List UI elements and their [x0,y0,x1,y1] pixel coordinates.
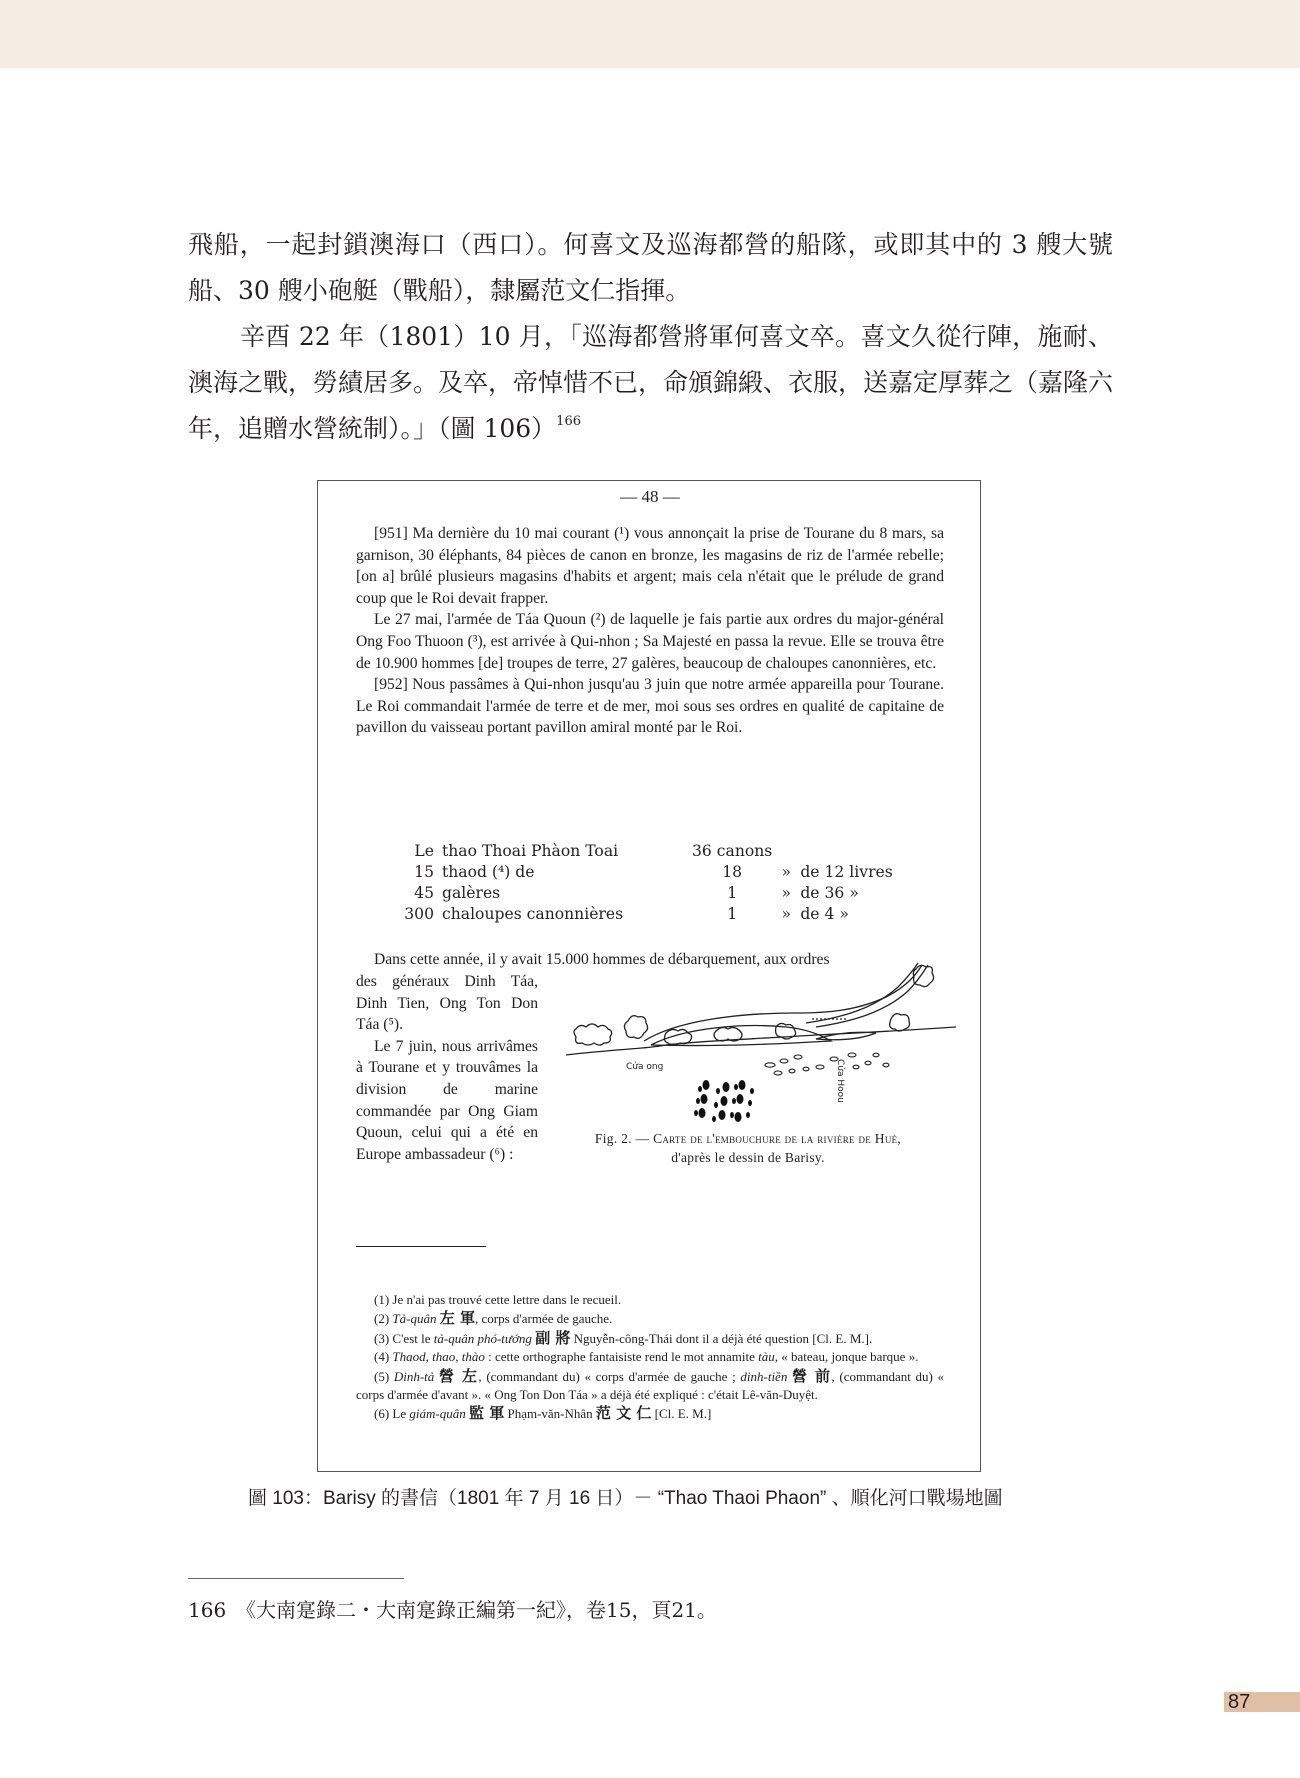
fleet-cell-ditto [772,841,800,862]
paragraph-dans: Dans cette année, il y avait 15.000 hommes de débarquement, aux ordres [374,951,830,968]
fleet-cell-caliber [800,841,900,862]
fleet-cell-guns: 1 [727,905,738,923]
paragraph-951: [951] Ma dernière du 10 mai courant (¹) vous annonçait la prise de Tourane du 8 mars, sa garnison, 30 éléphants, 84 pièces de canon en bronze, les magasins de riz de l'armée rebelle; [on a] brûlé plusieurs magasins d'habits et argent; mais cela n'était que le prélude de grand coup que le Roi devait frapper. [356,525,944,607]
cjk-characters: 監 軍 [468,1404,505,1423]
fleet-cell-qty: 15 [414,863,434,881]
footnote-divider [188,1578,404,1579]
footnote-text: dinh-tiền [740,1368,788,1384]
fleet-cell-name: galères [442,884,501,902]
footnote-text: Je n'ai pas trouvé cette lettre dans le recueil. [392,1292,622,1307]
cjk-characters: 左 軍 [439,1309,475,1328]
narrow-paragraph-1: des généraux Dinh Táa, Dinh Tien, Ong Ton Don Táa (⁵). [356,973,538,1034]
fleet-cell-caliber: de 36 » [800,884,859,902]
footnote-mark: (5) [374,1368,394,1384]
footnote-text: , (commandant du) « corps d'armée d'avant ». « Ong Ton Don Táa » a déjà été expliqué : c'était Lê-văn-Duyệt. [356,1368,945,1403]
footnote-mark: (3) [374,1330,393,1346]
footnote-text: Thaod, thao, thào [392,1349,485,1365]
scan-footnote-6 [356,1404,944,1423]
shrub-2 [624,1016,647,1039]
cjk-characters: 范 文 仁 [595,1404,652,1423]
footnote-text: , « bateau, jonque barque ». [774,1349,919,1365]
map-label-cua-hoou: Cửa Hoou [835,1059,845,1103]
scan-footnote-1 [356,1291,944,1309]
page-footnote-text: 《大南寔錄二・大南寔錄正編第一紀》，卷15，頁21。 [236,1598,717,1622]
body-paragraph-1: 飛船，一起封鎖澳海口（西口）。何喜文及巡海都營的船隊，或即其中的 3 艘大號船、30 艘小砲艇（戰船），隸屬范文仁指揮。 [188,230,1113,305]
footnote-text: C'est le [392,1330,434,1346]
footnote-text: tả-quân phó-tướng [433,1330,532,1346]
scan-footnote-5 [356,1367,944,1405]
fleet-cell-qty: 45 [414,884,434,902]
footnote-text: : cette orthographe fantaisiste rend le mot annamite [484,1349,759,1365]
narrow-paragraph-2: Le 7 juin, nous arrivâmes à Tourane et y trouvâmes la division de marine commandée par Ong Giam Quoun, celui qui a été en Europe ambassadeur (⁶) : [356,1037,538,1163]
cjk-characters: 營 前 [792,1366,832,1385]
footnote-text: Dinh-tả [393,1368,435,1384]
paragraph-27-mai: Le 27 mai, l'armée de Táa Quoun (²) de laquelle je fais partie aux ordres du major-général Ong Foo Thuoon (³), est arrivée à Qui-nhon ; Sa Majesté en passa la revue. Elle se trouva être de 10.900 hommes [de] troupes de terre, 27 galères, beaucoup de chaloupes canonnières, etc. [356,611,944,672]
footnote-text: Tả-quân [392,1311,437,1327]
cjk-characters: 營 左 [438,1366,479,1385]
figure-scan [317,480,981,1472]
footnote-mark: (1) [374,1292,393,1307]
map-label-cua-ong: Cửa ong [626,1062,664,1072]
narrow-column-text [356,971,538,1165]
map-caption-fig: Fig. 2. — [594,1131,650,1146]
footnote-text: , corps d'armée de gauche. [474,1311,613,1327]
fleet-formation [694,1080,754,1122]
map-caption [538,1129,958,1167]
shrub-6 [890,1014,910,1031]
scan-footnote-3 [356,1329,944,1348]
footnote-text: Nguyễn-công-Thái dont il a déjà été question [Cl. E. M.]. [570,1330,873,1346]
fleet-cell-guns: 18 [722,863,743,881]
footnote-text: tàu [758,1349,775,1365]
fleet-table [400,841,900,925]
page-footnote [188,1594,717,1623]
fleet-table-row [400,904,900,925]
fleet-cell-caliber: de 12 livres [800,863,893,881]
boats-line [765,1053,889,1075]
map-caption-subtitle: d'après le dessin de Barisy. [671,1150,825,1165]
scan-footnote-4 [356,1348,944,1366]
footnote-text: giám-quân [409,1406,466,1422]
footnote-text: Phạm-văn-Nhân [504,1406,596,1422]
fleet-cell-ditto: » [781,863,792,881]
footnote-text: [Cl. E. M.] [651,1406,712,1422]
paragraph-952: [952] Nous passâmes à Qui-nhon jusqu'au 3 juin que notre armée appareilla pour Tourane. Le Roi commandait l'armée de terre et de mer, moi sous ses ordres en qualité de capitaine de pavillon du vaisseau portant pavillon amiral monté par le Roi. [356,676,944,737]
page-number: 87 [1228,1691,1251,1713]
body-text [188,222,1113,452]
footnote-text: Le [392,1406,410,1422]
fleet-cell-qty: Le [414,842,434,860]
header-band [0,0,1300,68]
shrub-7 [913,965,933,986]
fleet-table-row [400,841,900,862]
river-branch-1 [806,963,918,1023]
scan-footnote-rule [356,1246,486,1247]
fleet-cell-name: chaloupes canonnières [442,905,624,923]
scan-footnotes [356,1291,944,1424]
page-footnote-number: 166 [188,1598,227,1622]
footnote-mark: (4) [374,1349,393,1365]
footnote-text: , (commandant du) « corps d'armée de gauche ; [478,1368,741,1384]
fleet-cell-ditto: » [781,905,792,923]
fleet-table-row [400,862,900,883]
fleet-cell-name: thaod (⁴) de [442,863,535,881]
body-paragraph-2: 辛酉 22 年（1801）10 月，「巡海都營將軍何喜文卒。喜文久從行陣，施耐、澳海之戰，勞績居多。及卒，帝悼惜不已，命頒錦緞、衣服，送嘉定厚葬之（嘉隆六年，追贈水營統制）。」（圖 106）$^{166}$ [188,322,1114,443]
fleet-cell-guns: 36 canons [692,842,773,860]
footnote-ref[interactable]: 166 [556,414,581,429]
fleet-cell-name: thao Thoai Phàon Toai [442,842,619,860]
fleet-cell-ditto: » [781,884,792,902]
figure-caption: 圖 103：Barisy 的書信（1801 年 7 月 16 日）－ “Thao Thaoi Phaon” 、順化河口戰場地圖 [248,1488,1003,1509]
river-bank-north [644,965,922,1041]
hue-river-map [556,961,966,1131]
footnote-mark: (2) [374,1311,393,1327]
fleet-cell-caliber: de 4 » [800,905,849,923]
fleet-cell-qty: 300 [404,905,434,923]
cjk-characters: 副 將 [535,1328,571,1347]
scan-letter-text [356,523,944,739]
fleet-cell-guns: 1 [727,884,738,902]
map-caption-title: Carte de l'embouchure de la rivière de Huè, [653,1131,902,1146]
scan-footnote-2 [356,1309,944,1328]
scan-page-number: — 48 — [620,487,680,506]
footnote-mark: (6) [374,1406,393,1422]
shrub-1 [574,1024,612,1045]
island-right [816,1032,876,1040]
fleet-table-row [400,883,900,904]
